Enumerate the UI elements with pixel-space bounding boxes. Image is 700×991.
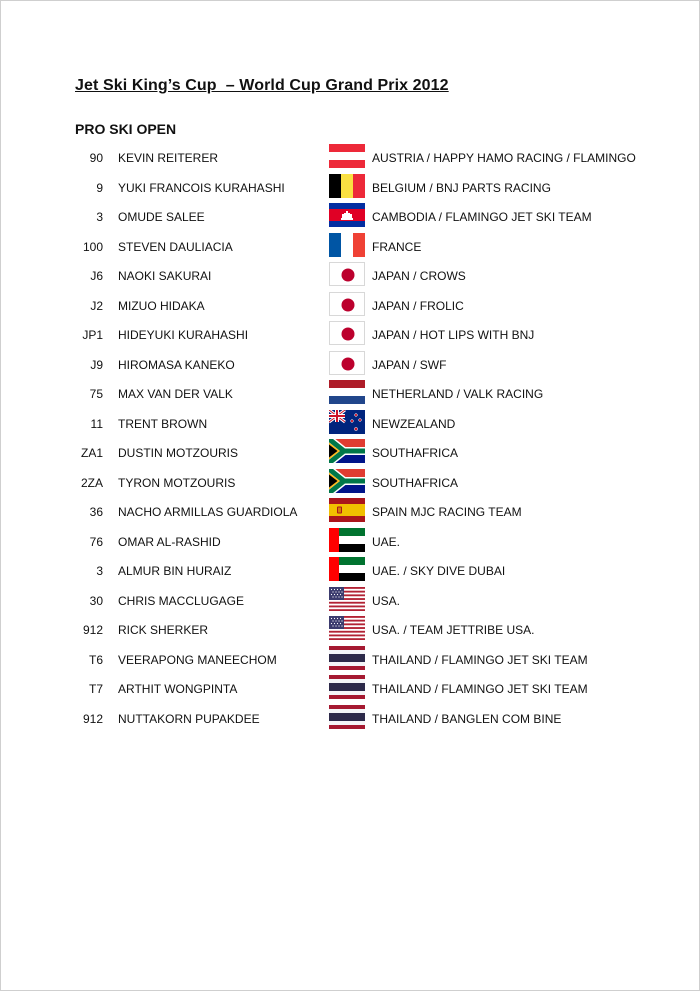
racer-team: THAILAND / BANGLEN COM BINE xyxy=(372,711,562,726)
racer-team: JAPAN / FROLIC xyxy=(372,298,464,313)
racer-name: TYRON MOTZOURIS xyxy=(118,475,236,490)
japan-flag xyxy=(329,262,365,286)
south-africa-flag xyxy=(329,439,365,463)
entry-row xyxy=(1,527,700,557)
entry-row xyxy=(1,232,700,262)
racer-number: 30 xyxy=(89,593,103,608)
racer-number: 11 xyxy=(90,416,103,431)
racer-name: YUKI FRANCOIS KURAHASHI xyxy=(118,180,285,195)
entry-row xyxy=(1,320,700,350)
entry-row xyxy=(1,438,700,468)
entry-row xyxy=(1,173,700,203)
usa-flag xyxy=(329,587,365,611)
thailand-flag xyxy=(329,646,365,670)
racer-name: MIZUO HIDAKA xyxy=(118,298,205,313)
thailand-flag xyxy=(329,705,365,729)
racer-number: T7 xyxy=(88,682,103,696)
entry-row xyxy=(1,409,700,439)
entry-row xyxy=(1,615,700,645)
racer-number: 3 xyxy=(96,210,103,224)
racer-name: NUTTAKORN PUPAKDEE xyxy=(118,711,260,726)
entry-row xyxy=(1,674,700,704)
racer-team: FRANCE xyxy=(372,239,422,254)
racer-number: 90 xyxy=(89,151,103,165)
racer-team: CAMBODIA / FLAMINGO JET SKI TEAM xyxy=(372,210,592,224)
racer-team: THAILAND / FLAMINGO JET SKI TEAM xyxy=(372,682,588,696)
racer-name: MAX VAN DER VALK xyxy=(118,387,233,401)
racer-number: T6 xyxy=(88,652,103,667)
entry-row xyxy=(1,202,700,232)
uae-flag xyxy=(329,557,365,581)
racer-number: 3 xyxy=(96,564,103,578)
racer-name: TRENT BROWN xyxy=(118,416,208,431)
racer-name: NACHO ARMILLAS GUARDIOLA xyxy=(118,505,298,519)
entry-row xyxy=(1,556,700,586)
entry-row xyxy=(1,143,700,173)
racer-name: ALMUR BIN HURAIZ xyxy=(118,564,232,578)
japan-flag xyxy=(329,321,365,345)
racer-name: OMUDE SALEE xyxy=(118,210,205,224)
racer-name: KEVIN REITERER xyxy=(118,151,219,165)
racer-team: USA. xyxy=(372,593,401,608)
page-title: Jet Ski King’s Cup – World Cup Grand Prix 2012 xyxy=(75,77,449,94)
entry-row xyxy=(1,261,700,291)
racer-number: 2ZA xyxy=(80,475,103,490)
spain-flag xyxy=(329,498,365,522)
racer-name: HIROMASA KANEKO xyxy=(118,357,235,372)
racer-number: 9 xyxy=(96,180,103,195)
japan-flag xyxy=(329,351,365,375)
racer-name: CHRIS MACCLUGAGE xyxy=(118,593,245,608)
racer-number: 75 xyxy=(89,387,103,401)
racer-number: 36 xyxy=(89,505,103,519)
japan-flag xyxy=(329,292,365,316)
racer-team: UAE. xyxy=(372,534,401,549)
racer-number: J6 xyxy=(90,269,103,283)
usa-flag xyxy=(329,616,365,640)
racer-team: SPAIN MJC RACING TEAM xyxy=(372,505,522,519)
racer-name: STEVEN DAULIACIA xyxy=(118,239,233,254)
entry-row xyxy=(1,497,700,527)
racer-team: JAPAN / CROWS xyxy=(372,269,466,283)
racer-number: 100 xyxy=(82,239,103,254)
racer-number: 76 xyxy=(89,534,103,549)
racer-team: NETHERLAND / VALK RACING xyxy=(372,387,544,401)
racer-team: JAPAN / SWF xyxy=(372,357,447,372)
entry-row xyxy=(1,645,700,675)
racer-number: 912 xyxy=(82,711,103,726)
racer-number: JP1 xyxy=(82,328,103,342)
entry-row xyxy=(1,468,700,498)
racer-team: NEWZEALAND xyxy=(372,416,456,431)
racer-number: J9 xyxy=(90,357,103,372)
south-africa-flag xyxy=(329,469,365,493)
racer-team: AUSTRIA / HAPPY HAMO RACING / FLAMINGO xyxy=(372,151,636,165)
racer-team: JAPAN / HOT LIPS WITH BNJ xyxy=(372,328,535,342)
racer-team: UAE. / SKY DIVE DUBAI xyxy=(372,564,506,578)
entry-row xyxy=(1,350,700,380)
entry-row xyxy=(1,379,700,409)
racer-name: RICK SHERKER xyxy=(118,623,209,637)
france-flag xyxy=(329,233,365,257)
entry-row xyxy=(1,704,700,734)
racer-team: BELGIUM / BNJ PARTS RACING xyxy=(372,180,551,195)
racer-team: SOUTHAFRICA xyxy=(372,475,459,490)
racer-name: ARTHIT WONGPINTA xyxy=(118,682,238,696)
racer-number: J2 xyxy=(90,298,103,313)
racer-name: VEERAPONG MANEECHOM xyxy=(118,652,277,667)
racer-team: THAILAND / FLAMINGO JET SKI TEAM xyxy=(372,652,588,667)
entry-row xyxy=(1,291,700,321)
entry-list xyxy=(1,143,700,733)
section-title: PRO SKI OPEN xyxy=(75,121,177,137)
racer-number: ZA1 xyxy=(80,446,103,460)
austria-flag xyxy=(329,144,365,168)
racer-team: SOUTHAFRICA xyxy=(372,446,459,460)
belgium-flag xyxy=(329,174,365,198)
racer-name: NAOKI SAKURAI xyxy=(118,269,212,283)
netherlands-flag xyxy=(329,380,365,404)
cambodia-flag xyxy=(329,203,365,227)
thailand-flag xyxy=(329,675,365,699)
racer-name: HIDEYUKI KURAHASHI xyxy=(118,328,249,342)
racer-team: USA. / TEAM JETTRIBE USA. xyxy=(372,623,535,637)
entry-row xyxy=(1,586,700,616)
racer-name: DUSTIN MOTZOURIS xyxy=(118,446,238,460)
new-zealand-flag xyxy=(329,410,365,434)
racer-number: 912 xyxy=(82,623,103,637)
racer-name: OMAR AL-RASHID xyxy=(118,534,221,549)
uae-flag xyxy=(329,528,365,552)
